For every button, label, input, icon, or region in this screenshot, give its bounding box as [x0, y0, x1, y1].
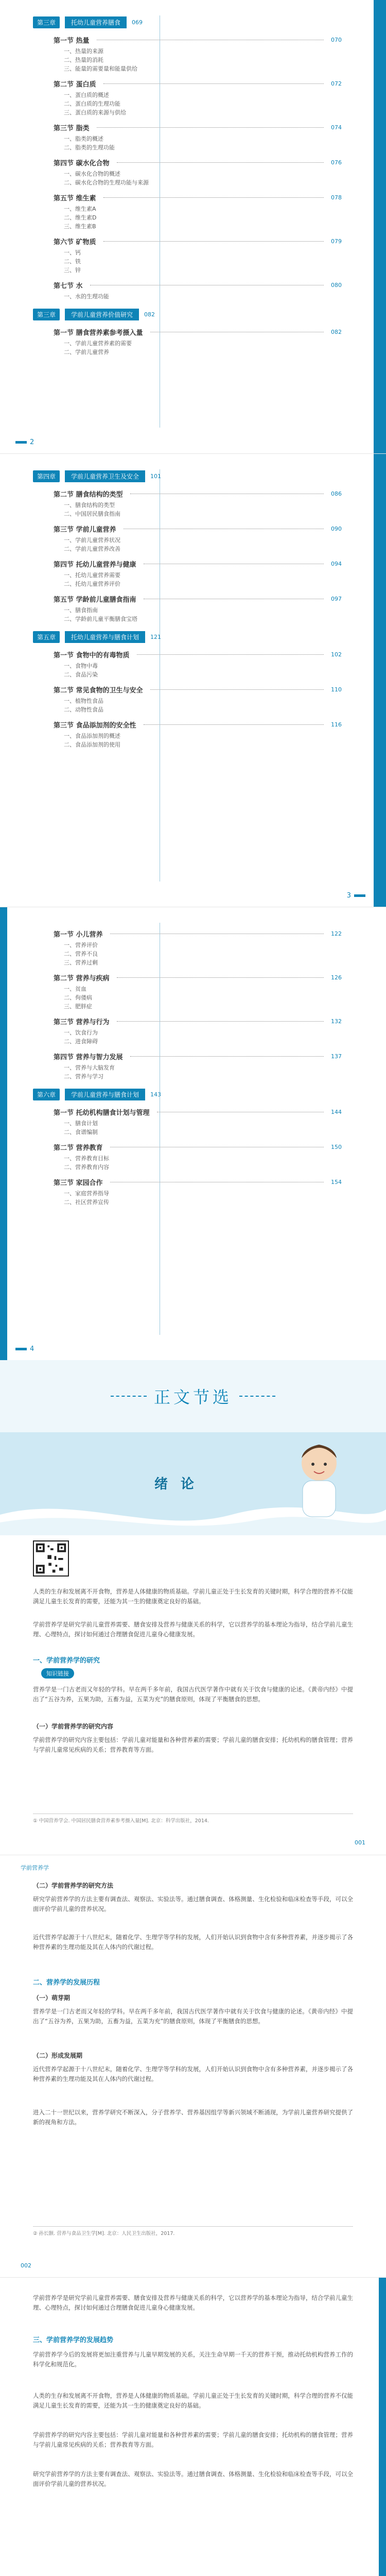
- dot-leader: [117, 1021, 324, 1022]
- sub-heading: （一）萌芽期: [33, 1994, 71, 2002]
- item-label: 三、肥胖症: [64, 1003, 92, 1010]
- item-label: 一、脂类的概述: [64, 135, 103, 142]
- toc-item[interactable]: [64, 347, 342, 356]
- table-of-contents: [33, 923, 342, 1206]
- page-edge-bar: [374, 0, 386, 453]
- paragraph: 人类的生存和发展离不开食物，营养是人体健康的物质基础。学前儿童正处于生长发育的关键时期，科学合理的营养不仅能满足儿童生长发育的需要，还能为其一生的健康奠定良好的基础。: [33, 1588, 353, 1605]
- spacer: [33, 623, 342, 630]
- item-label: 一、水的生理功能: [64, 293, 109, 300]
- toc-item[interactable]: [64, 55, 342, 64]
- item-label: 二、学前儿童营养改善: [64, 545, 120, 552]
- chapter-label: 第三节 脂类: [54, 124, 90, 132]
- page-edge-bar: [374, 454, 386, 907]
- toc-item[interactable]: [64, 222, 342, 230]
- item-label: 一、植物性食品: [64, 697, 103, 704]
- chapter-label: 第六节 矿物质: [54, 238, 96, 246]
- folio-bar: [354, 894, 365, 897]
- item-label: 一、钙: [64, 249, 81, 256]
- chapter-page: 080: [331, 281, 342, 289]
- chapter-page: 082: [331, 328, 342, 335]
- toc-item[interactable]: [64, 1154, 342, 1162]
- header-dash-left: [111, 1396, 147, 1397]
- chapter-page: 122: [331, 930, 342, 937]
- chapter-label: 第四节 碳水化合物: [54, 159, 110, 167]
- paragraph: 学前营养学今后的发展将更加注重营养与儿童早期发展的关系，关注生命早期一千天的营养干预，推动托幼机构营养工作的科学化和规范化。: [33, 2351, 353, 2368]
- toc-item[interactable]: [64, 178, 342, 187]
- part-title: 学前儿童营养价值研究: [65, 309, 139, 320]
- paragraph: 营养学是一门古老而又年轻的学科。早在两千多年前，我国古代医学著作中就有关于饮食与健康的论述。《黄帝内经》中提出了“五谷为养，五果为助，五畜为益，五菜为充”的膳食原则，体现了平衡膳食的思想。: [33, 2008, 353, 2025]
- toc-item[interactable]: [64, 292, 342, 300]
- toc-item[interactable]: [64, 579, 342, 588]
- chapter-label: 第五节 学龄前儿童膳食指南: [54, 596, 136, 604]
- paragraph: 营养学是一门古老而又年轻的学科。早在两千多年前，我国古代医学著作中就有关于饮食与健康的论述。《黄帝内经》中提出了“五谷为养，五果为助，五畜为益，五菜为充”的膳食原则，体现了平衡膳食的思想。: [33, 1686, 353, 1703]
- dot-leader: [103, 197, 324, 198]
- toc-chapter[interactable]: [54, 235, 342, 247]
- toc-item[interactable]: [64, 605, 342, 614]
- toc-chapter[interactable]: [54, 719, 342, 730]
- part-title: 学前儿童营养与膳食计划: [65, 1089, 145, 1100]
- folio-number: 3: [346, 892, 351, 900]
- knowledge-tag: 知识链接: [41, 1668, 74, 1679]
- toc-item[interactable]: [64, 1189, 342, 1197]
- item-label: 二、蛋白质的生理功能: [64, 100, 120, 107]
- toc-chapter[interactable]: [54, 1141, 342, 1153]
- item-label: 三、能量的需要量和能量供给: [64, 65, 137, 72]
- toc-item[interactable]: [64, 1118, 342, 1127]
- chapter-label: 第一节 托幼机构膳食计划与管理: [54, 1109, 150, 1117]
- toc-item[interactable]: [64, 204, 342, 213]
- part-title: 托幼儿童营养与膳食计划: [65, 631, 145, 643]
- chapter-banner: [0, 1432, 386, 1535]
- item-label: 二、中国居民膳食指南: [64, 510, 120, 517]
- chapter-page: 154: [331, 1178, 342, 1185]
- item-label: 二、托幼儿童营养评价: [64, 580, 120, 587]
- running-head: 学前营养学: [21, 1865, 49, 1871]
- child-illustration: [283, 1437, 355, 1525]
- part-title: 托幼儿童营养膳食: [65, 16, 127, 28]
- toc-chapter[interactable]: [54, 523, 342, 534]
- excerpt-page-3: [0, 2277, 386, 2576]
- chapter-page: 102: [331, 651, 342, 658]
- dot-leader: [103, 83, 324, 84]
- section-heading: 二、营养学的发展历程: [33, 1979, 100, 1987]
- toc-item[interactable]: [64, 731, 342, 740]
- item-label: 二、维生素D: [64, 214, 97, 221]
- toc-item[interactable]: [64, 614, 342, 623]
- chapter-page: 097: [331, 595, 342, 602]
- folio-number: 2: [30, 438, 34, 446]
- chapter-page: 110: [331, 686, 342, 693]
- item-label: 三、蛋白质的来源与供给: [64, 109, 126, 116]
- item-label: 二、食品污染: [64, 671, 98, 678]
- toc-part-header: [33, 630, 342, 643]
- footnote: ② 孙长颢. 营养与食品卫生学[M]. 北京：人民卫生出版社，2017.: [33, 2226, 353, 2238]
- toc-part-header: [33, 15, 342, 29]
- toc-item[interactable]: [64, 1072, 342, 1080]
- toc-item[interactable]: [64, 1028, 342, 1037]
- item-label: 一、托幼儿童营养需要: [64, 571, 120, 579]
- toc-chapter[interactable]: [54, 122, 342, 133]
- chapter-label: 第一节 食物中的有毒物质: [54, 651, 130, 659]
- qr-pattern: [34, 1541, 68, 1575]
- part-page: 121: [150, 633, 162, 640]
- part-number: 第四章: [33, 470, 60, 482]
- dot-leader: [144, 724, 324, 725]
- folio-number: 4: [30, 1345, 34, 1353]
- part-number: 第五章: [33, 631, 60, 643]
- item-label: 一、食物中毒: [64, 662, 98, 669]
- toc-item[interactable]: [64, 661, 342, 670]
- toc-chapter[interactable]: [54, 279, 342, 291]
- toc-chapter[interactable]: [54, 649, 342, 660]
- section-header-excerpt: [0, 1360, 386, 1432]
- toc-item[interactable]: [64, 740, 342, 749]
- section-heading: 三、学前营养学的发展趋势: [33, 2336, 114, 2344]
- item-label: 一、饮食行为: [64, 1029, 98, 1036]
- toc-item[interactable]: [64, 257, 342, 265]
- item-label: 一、营养评价: [64, 941, 98, 948]
- spacer: [33, 300, 342, 308]
- toc-item[interactable]: [64, 90, 342, 99]
- toc-item[interactable]: [64, 248, 342, 257]
- toc-chapter[interactable]: [54, 928, 342, 939]
- chapter-label: 第五节 维生素: [54, 194, 96, 202]
- chapter-page: 144: [331, 1108, 342, 1115]
- chapter-page: 074: [331, 124, 342, 131]
- toc-chapter[interactable]: [54, 684, 342, 695]
- item-label: 一、维生素A: [64, 205, 96, 212]
- toc-item[interactable]: [64, 265, 342, 274]
- item-label: 一、蛋白质的概述: [64, 91, 109, 98]
- chapter-page: 116: [331, 721, 342, 728]
- toc-item[interactable]: [64, 46, 342, 55]
- item-label: 一、营养与大脑发育: [64, 1064, 115, 1071]
- footnote: ① 中国营养学会. 中国居民膳食营养素参考摄入量[M]. 北京：科学出版社，2014.: [33, 1814, 353, 1825]
- toc-chapter[interactable]: [54, 1106, 342, 1117]
- part-title: 学前儿童营养卫生及安全: [65, 470, 145, 482]
- page-folio: [347, 892, 365, 900]
- dot-leader: [117, 977, 324, 978]
- table-of-contents: [33, 469, 342, 749]
- toc-item[interactable]: [64, 940, 342, 949]
- part-page: 082: [144, 311, 155, 318]
- toc-chapter[interactable]: [54, 1015, 342, 1027]
- chapter-label: 第七节 水: [54, 282, 83, 290]
- chapter-label: 第二节 蛋白质: [54, 80, 96, 89]
- paragraph: 近代营养学起源于十八世纪末，随着化学、生理学等学科的发展，人们开始认识到食物中含有多种营养素，并逐步揭示了各种营养素的生理功能及其在人体内的代谢过程。: [33, 2065, 353, 2082]
- part-page: 143: [150, 1091, 162, 1098]
- item-label: 二、营养与学习: [64, 1073, 103, 1080]
- item-label: 二、碳水化合物的生理功能与来源: [64, 179, 149, 186]
- chapter-page: 079: [331, 238, 342, 245]
- item-label: 二、佝偻病: [64, 994, 92, 1001]
- paragraph: 学前营养学是研究学前儿童营养需要、膳食安排及营养与健康关系的科学，它以营养学的基本理论为指导，结合学前儿童生理、心理特点，探讨如何通过合理膳食促进儿童身心健康发展。: [33, 1621, 353, 1638]
- item-label: 一、热量的来源: [64, 47, 103, 55]
- chapter-page: 076: [331, 159, 342, 166]
- toc-item[interactable]: [64, 544, 342, 553]
- item-label: 二、铁: [64, 258, 81, 265]
- item-label: 三、维生素B: [64, 223, 96, 230]
- folio-bar: [15, 1348, 27, 1350]
- page-folio: [15, 438, 34, 446]
- part-number: 第三章: [33, 16, 60, 28]
- folio-bar: [15, 441, 27, 444]
- toc-item[interactable]: [64, 993, 342, 1002]
- part-page: 069: [132, 19, 143, 26]
- paragraph: 人类的生存和发展离不开食物，营养是人体健康的物质基础。学前儿童正处于生长发育的关键时期，科学合理的营养不仅能满足儿童生长发育的需要，还能为其一生的健康奠定良好的基础。: [33, 2392, 353, 2409]
- chapter-page: 086: [331, 490, 342, 497]
- toc-item[interactable]: [64, 535, 342, 544]
- toc-item[interactable]: [64, 1037, 342, 1045]
- toc-chapter[interactable]: [54, 972, 342, 983]
- sub-heading: （二）学前营养学的研究方法: [33, 1882, 114, 1889]
- item-label: 二、营养不良: [64, 950, 98, 957]
- toc-item[interactable]: [64, 108, 342, 116]
- dot-leader: [137, 654, 324, 655]
- paragraph: 近代营养学起源于十八世纪末，随着化学、生理学等学科的发展，人们开始认识到食物中含有多种营养素，并逐步揭示了各种营养素的生理功能及其在人体内的代谢过程。: [33, 1934, 353, 1951]
- toc-item[interactable]: [64, 1127, 342, 1136]
- toc-item[interactable]: [64, 1002, 342, 1010]
- chapter-page: 070: [331, 36, 342, 43]
- chapter-label: 第二节 营养教育: [54, 1144, 103, 1152]
- chapter-label: 第四节 营养与智力发展: [54, 1053, 123, 1061]
- item-label: 一、家庭营养指导: [64, 1190, 109, 1197]
- item-label: 一、膳食结构的类型: [64, 501, 115, 509]
- paragraph: 学前营养学的研究内容主要包括：学前儿童对能量和各种营养素的需要；学前儿童的膳食安排；托幼机构的膳食管理；营养与学前儿童常见疾病的关系；营养教育等方面。: [33, 2431, 353, 2448]
- item-label: 二、食谱编制: [64, 1128, 98, 1136]
- page-edge-bar: [379, 2278, 386, 2576]
- item-label: 二、进食障碍: [64, 1038, 98, 1045]
- dot-leader: [150, 689, 324, 690]
- toc-page-1: [0, 0, 386, 453]
- toc-chapter[interactable]: [54, 326, 342, 337]
- page-folio: [15, 1345, 34, 1353]
- item-label: 二、动物性食品: [64, 706, 103, 713]
- paragraph: 研究学前营养学的方法主要有调查法、观察法、实验法等。通过膳食调查、体格测量、生化检验和临床检查等手段，可以全面评价学前儿童的营养状况。: [33, 1895, 353, 1912]
- item-label: 三、营养过剩: [64, 959, 98, 966]
- chapter-page: 078: [331, 194, 342, 201]
- dot-leader: [130, 1056, 324, 1057]
- toc-item[interactable]: [64, 958, 342, 967]
- chapter-page: 094: [331, 560, 342, 567]
- sub-heading: （二）形成发展期: [33, 2052, 83, 2059]
- item-label: 一、学前儿童营养素的需要: [64, 340, 132, 347]
- toc-chapter[interactable]: [54, 157, 342, 168]
- toc-item[interactable]: [64, 99, 342, 108]
- chapter-label: 第二节 营养与疾病: [54, 974, 110, 982]
- chapter-label: 第一节 膳食营养素参考摄入量: [54, 329, 143, 337]
- toc-chapter[interactable]: [54, 192, 342, 203]
- toc-item[interactable]: [64, 670, 342, 679]
- item-label: 二、热量的消耗: [64, 56, 103, 63]
- toc-part-header: [33, 1088, 342, 1101]
- toc-item[interactable]: [64, 143, 342, 151]
- paragraph: 进入二十一世纪以来，营养学研究不断深入，分子营养学、营养基因组学等新兴领域不断涌现，为学前儿童营养研究提供了新的视角和方法。: [33, 2109, 353, 2126]
- part-number: 第六章: [33, 1089, 60, 1100]
- toc-item[interactable]: [64, 984, 342, 993]
- toc-item[interactable]: [64, 1063, 342, 1072]
- sub-heading: （一）学前营养学的研究内容: [33, 1723, 114, 1730]
- chapter-label: 第一节 热量: [54, 37, 90, 45]
- paragraph: 研究学前营养学的方法主要有调查法、观察法、实验法等。通过膳食调查、体格测量、生化检验和临床检查等手段，可以全面评价学前儿童的营养状况。: [33, 2470, 353, 2487]
- item-label: 二、脂类的生理功能: [64, 144, 115, 151]
- chapter-label: 第二节 常见食物的卫生与安全: [54, 686, 143, 694]
- toc-item[interactable]: [64, 705, 342, 714]
- chapter-page: 150: [331, 1143, 342, 1150]
- dot-leader: [97, 127, 324, 128]
- paragraph: 学前营养学是研究学前儿童营养需要、膳食安排及营养与健康关系的科学，它以营养学的基本理论为指导，结合学前儿童生理、心理特点，探讨如何通过合理膳食促进儿童身心健康发展。: [33, 2294, 353, 2311]
- item-label: 二、学前儿童营养: [64, 348, 109, 355]
- qr-code[interactable]: [33, 1540, 69, 1577]
- toc-page-3: [0, 907, 386, 1360]
- page-number: 002: [21, 2262, 31, 2269]
- toc-chapter[interactable]: [54, 593, 342, 604]
- dot-leader: [117, 162, 324, 163]
- chapter-page: 137: [331, 1053, 342, 1060]
- item-label: 二、社区营养宣传: [64, 1198, 109, 1206]
- chapter-page: 132: [331, 1018, 342, 1025]
- excerpt-page-2: [0, 1855, 386, 2277]
- toc-item[interactable]: [64, 949, 342, 958]
- chapter-title: 绪 论: [154, 1477, 199, 1492]
- paragraph: 学前营养学的研究内容主要包括：学前儿童对能量和各种营养素的需要；学前儿童的膳食安排；托幼机构的膳食管理；营养与学前儿童常见疾病的关系；营养教育等方面。: [33, 1736, 353, 1753]
- excerpt-page-1: [0, 1432, 386, 1855]
- item-label: 二、学龄前儿童平衡膳食宝塔: [64, 615, 137, 622]
- spacer: [33, 1080, 342, 1088]
- item-label: 一、学前儿童营养状况: [64, 536, 120, 544]
- item-label: 二、食品添加剂的使用: [64, 741, 120, 748]
- item-label: 一、食品添加剂的概述: [64, 732, 120, 739]
- toc-item[interactable]: [64, 509, 342, 518]
- chapter-label: 第三节 食品添加剂的安全性: [54, 721, 136, 730]
- section-heading: 一、学前营养学的研究: [33, 1657, 100, 1665]
- table-of-contents: [33, 15, 342, 356]
- toc-chapter[interactable]: [54, 1176, 342, 1188]
- item-label: 一、膳食指南: [64, 606, 98, 614]
- toc-item[interactable]: [64, 64, 342, 73]
- chapter-page: 126: [331, 974, 342, 981]
- chapter-page: 090: [331, 525, 342, 532]
- toc-item[interactable]: [64, 134, 342, 143]
- toc-item[interactable]: [64, 1197, 342, 1206]
- item-label: 一、碳水化合物的概述: [64, 170, 120, 177]
- part-number: 第三章: [33, 309, 60, 320]
- toc-chapter[interactable]: [54, 1050, 342, 1062]
- toc-chapter[interactable]: [54, 488, 342, 499]
- toc-item[interactable]: [64, 213, 342, 222]
- toc-chapter[interactable]: [54, 34, 342, 45]
- chapter-label: 第三节 学前儿童营养: [54, 526, 116, 534]
- page-edge-bar: [0, 907, 7, 1360]
- dot-leader: [103, 241, 324, 242]
- chapter-label: 第三节 家园合作: [54, 1179, 103, 1187]
- header-dash-right: [239, 1396, 275, 1397]
- toc-item[interactable]: [64, 696, 342, 705]
- toc-part-header: [33, 308, 342, 321]
- page-number: 001: [355, 1839, 365, 1846]
- item-label: 二、营养教育内容: [64, 1163, 109, 1171]
- section-title: 正文节选: [153, 1387, 232, 1407]
- chapter-label: 第三节 营养与行为: [54, 1018, 110, 1026]
- item-label: 一、膳食计划: [64, 1120, 98, 1127]
- toc-item[interactable]: [64, 500, 342, 509]
- toc-chapter[interactable]: [54, 78, 342, 89]
- chapter-page: 072: [331, 80, 342, 87]
- chapter-label: 第一节 小儿营养: [54, 930, 103, 939]
- toc-chapter[interactable]: [54, 558, 342, 569]
- toc-item[interactable]: [64, 570, 342, 579]
- item-label: 三、锌: [64, 266, 81, 274]
- toc-part-header: [33, 469, 342, 483]
- chapter-label: 第二节 膳食结构的类型: [54, 490, 123, 499]
- item-label: 一、营养教育目标: [64, 1155, 109, 1162]
- toc-item[interactable]: [64, 169, 342, 178]
- toc-item[interactable]: [64, 1162, 342, 1171]
- toc-item[interactable]: [64, 338, 342, 347]
- item-label: 一、贫血: [64, 985, 86, 992]
- chapter-label: 第四节 托幼儿童营养与健康: [54, 561, 136, 569]
- toc-page-2: [0, 453, 386, 907]
- part-page: 101: [150, 472, 162, 480]
